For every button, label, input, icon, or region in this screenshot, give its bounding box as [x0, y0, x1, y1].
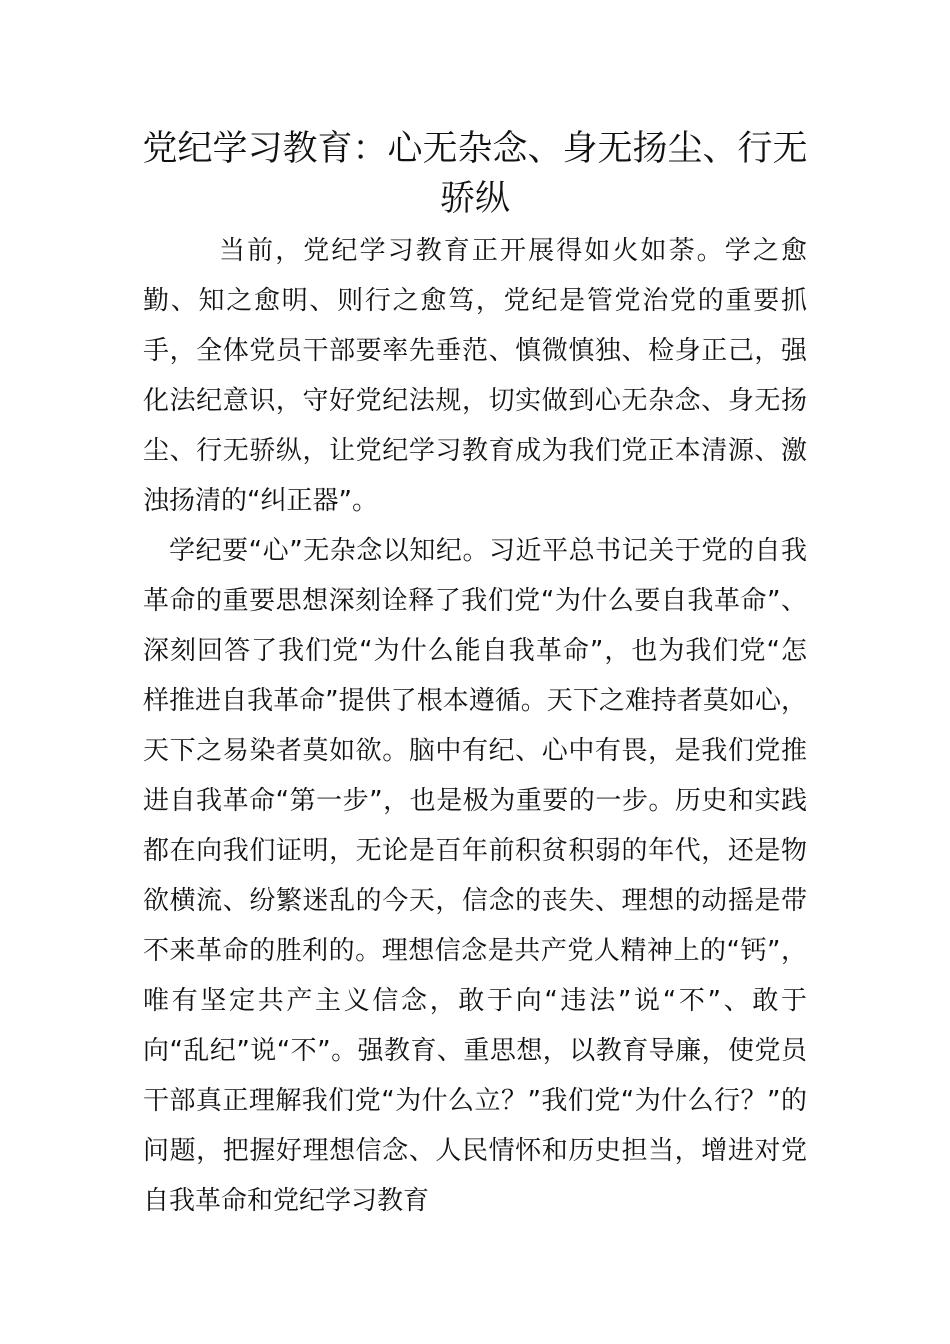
paragraph-intro: 当前，党纪学习教育正开展得如火如荼。学之愈勤、知之愈明、则行之愈笃，党纪是管党治党的重要抓手，全体党员干部要率先垂范、慎微慎独、检身正己，强化法纪意识，守好党纪法规，切实做到心无杂念、身无扬尘、行无骄纵，让党纪学习教育成为我们党正本清源、激浊扬清的“纠正器”。: [143, 236, 807, 516]
paragraph-section-1: 学纪要“心”无杂念以知纪。习近平总书记关于党的自我革命的重要思想深刻诠释了我们党“为什么要自我革命”、深刻回答了我们党“为什么能自我革命”，也为我们党“怎样推进自我革命”提供了根本遵循。天下之难持者莫如心，天下之易染者莫如欲。脑中有纪、心中有畏，是我们党推进自我革命“第一步”，也是极为重要的一步。历史和实践都在向我们证明，无论是百年前积贫积弱的年代，还是物欲横流、纷繁迷乱的今天，信念的丧失、理想的动摇是带不来革命的胜利的。理想信念是共产党人精神上的“钙”，唯有坚定共产主义信念，敢于向“违法”说“不”、敢于向“乱纪”说“不”。强教育、重思想，以教育导廉，使党员干部真正理解我们党“为什么立？”我们党“为什么行？”的问题，把握好理想信念、人民情怀和历史担当，增进对党自我革命和党纪学习教育: [143, 536, 807, 1216]
document-title: 党纪学习教育：心无杂念、身无扬尘、行无骄纵: [142, 129, 808, 219]
document-body: [143, 226, 807, 1226]
